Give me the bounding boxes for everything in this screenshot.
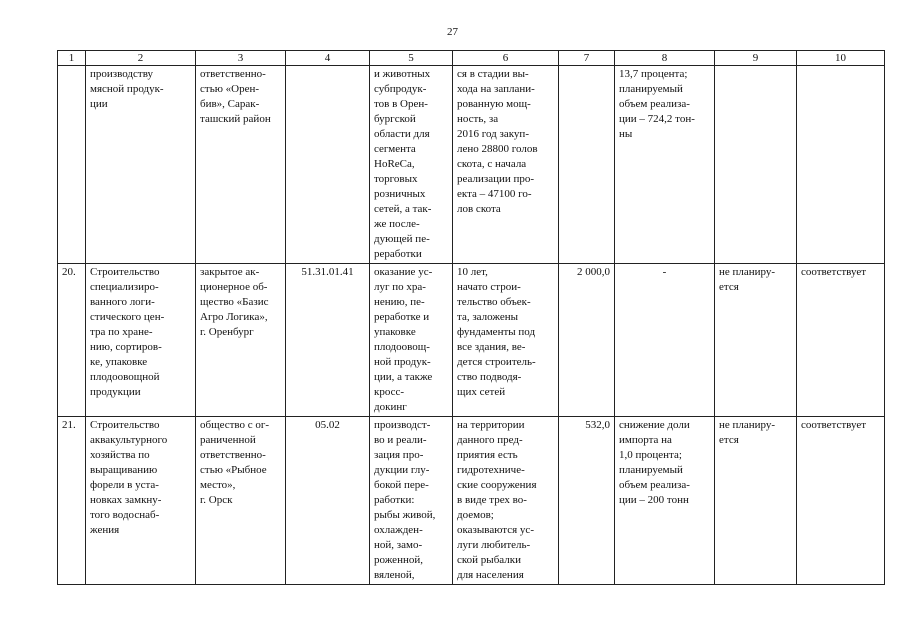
cell-project-name: производству мясной продук- ции [86, 66, 196, 264]
cell-investment [559, 66, 615, 264]
cell-export: не планиру- ется [715, 417, 797, 585]
column-header-6: 6 [453, 51, 559, 66]
cell-project-name: Строительство специализиро- ванного логи- стического цен- тра по хране- нию, сортиров- ке, упаковке плодоовощной продукции [86, 264, 196, 417]
column-header-3: 3 [196, 51, 286, 66]
data-table [57, 50, 885, 585]
cell-activity: производст- во и реали- зация про- дукции глу- бокой пере- работки: рыбы живой, охлажден- ной, замо- роженной, вяленой, [370, 417, 453, 585]
column-header-5: 5 [370, 51, 453, 66]
cell-compliance: соответствует [797, 417, 885, 585]
cell-import-substitution: - [615, 264, 715, 417]
cell-okved-code: 51.31.01.41 [286, 264, 370, 417]
cell-okved-code [286, 66, 370, 264]
cell-organization: общество с ог- раниченной ответственно- стью «Рыбное место», г. Орск [196, 417, 286, 585]
column-header-1: 1 [58, 51, 86, 66]
column-header-7: 7 [559, 51, 615, 66]
cell-export: не планиру- ется [715, 264, 797, 417]
cell-investment: 532,0 [559, 417, 615, 585]
cell-organization: закрытое ак- ционерное об- щество «Базис Агро Логика», г. Оренбург [196, 264, 286, 417]
cell-activity: оказание ус- луг по хра- нению, пе- реработке и упаковке плодоовощ- ной продук- ции, а также кросс- докинг [370, 264, 453, 417]
table-row-continuation [58, 66, 885, 264]
cell-investment: 2 000,0 [559, 264, 615, 417]
cell-export [715, 66, 797, 264]
cell-status: 10 лет, начато строи- тельство объек- та, заложены фундаменты под все здания, ве- дется строитель- ство подводя- щих сетей [453, 264, 559, 417]
cell-import-substitution: 13,7 процента; планируемый объем реализа- ции – 724,2 тон- ны [615, 66, 715, 264]
table-row-21 [58, 417, 885, 585]
cell-status: ся в стадии вы- хода на заплани- рованную мощ- ность, за 2016 год закуп- лено 28800 голов скота, с начала реализации про- екта – 47100 го- лов скота [453, 66, 559, 264]
column-header-2: 2 [86, 51, 196, 66]
cell-status: на территории данного пред- приятия есть гидротехниче- ские сооружения в виде трех во- доемов; оказываются ус- луги любитель- ской рыбалки для населения [453, 417, 559, 585]
cell-compliance [797, 66, 885, 264]
cell-project-name: Строительство аквакультурного хозяйства по выращиванию форели в уста- новках замкну- того водоснаб- жения [86, 417, 196, 585]
cell-activity: и животных субпродук- тов в Орен- бургской области для сегмента HoReCa, торговых розничных сетей, а так- же после- дующей пе- реработки [370, 66, 453, 264]
column-header-8: 8 [615, 51, 715, 66]
cell-compliance: соответствует [797, 264, 885, 417]
cell-number: 21. [58, 417, 86, 585]
column-header-4: 4 [286, 51, 370, 66]
cell-organization: ответственно- стью «Орен- бив», Сарак- ташский район [196, 66, 286, 264]
cell-okved-code: 05.02 [286, 417, 370, 585]
header-row [58, 51, 885, 66]
cell-number: 20. [58, 264, 86, 417]
cell-import-substitution: снижение доли импорта на 1,0 процента; планируемый объем реализа- ции – 200 тонн [615, 417, 715, 585]
column-header-9: 9 [715, 51, 797, 66]
column-header-10: 10 [797, 51, 885, 66]
table-row-20 [58, 264, 885, 417]
cell-number [58, 66, 86, 264]
page-number: 27 [447, 26, 458, 38]
